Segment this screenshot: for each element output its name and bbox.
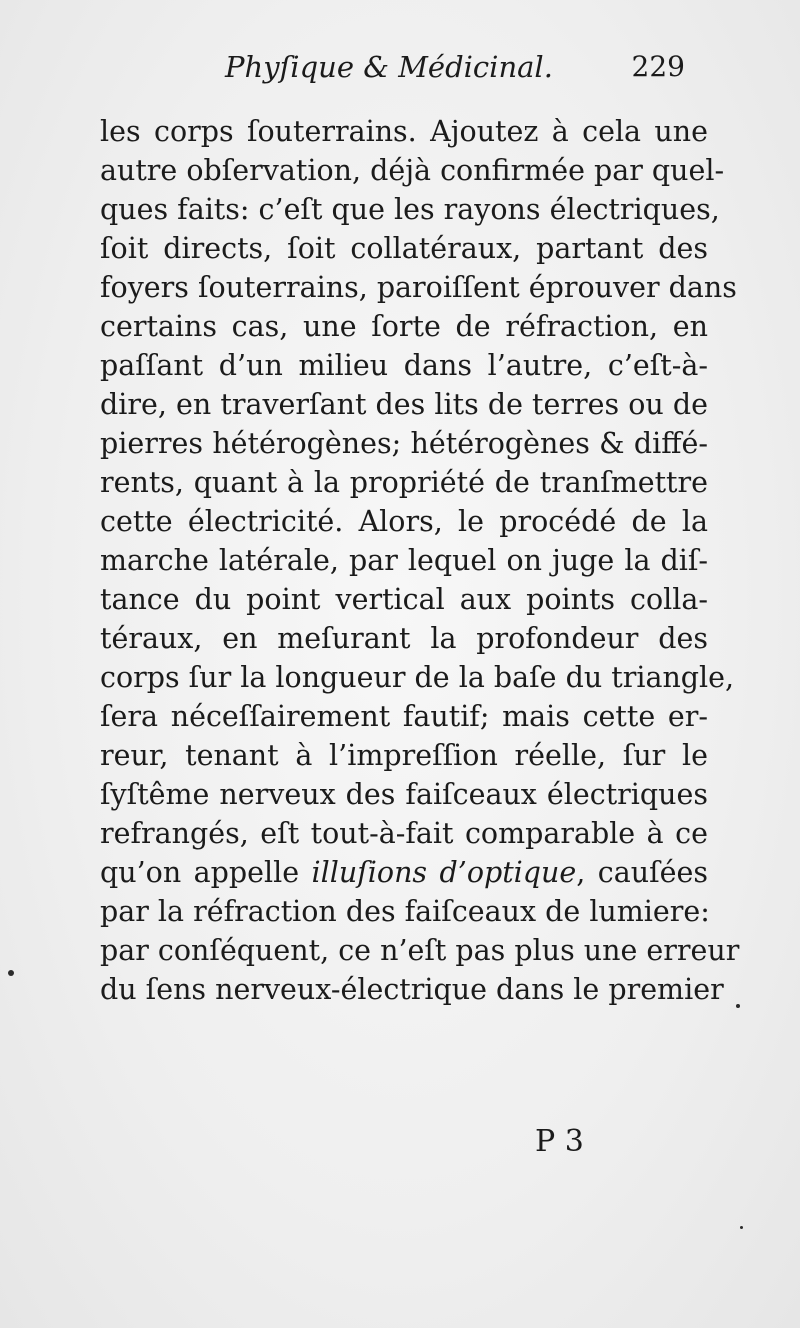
text-line: refrangés, eſt tout-à-fait comparable à ce	[100, 817, 708, 850]
text-line: ſyſtême nerveux des faiſceaux électriques	[100, 778, 708, 811]
paper-speck	[736, 1004, 740, 1008]
text-line: marche latérale, par lequel on juge la diſ-	[100, 544, 708, 577]
text-line: reur, tenant à l’impreſſion réelle, ſur le	[100, 739, 708, 772]
text-line: cette électricité. Alors, le procédé de la	[100, 505, 708, 538]
body-text	[100, 112, 740, 1009]
text-line: corps ſur la longueur de la baſe du triangle,	[100, 661, 735, 694]
page-number: 229	[631, 50, 685, 83]
text-line: foyers ſouterrains, paroiſſent éprouver dans	[100, 271, 737, 304]
text-line: paſſant d’un milieu dans l’autre, c’eſt-à-	[100, 349, 708, 382]
text-line: par la réfraction des faiſceaux de lumiere:	[100, 895, 710, 928]
page-header	[225, 50, 685, 100]
text-line: rents, quant à la propriété de tranſmettre	[100, 466, 708, 499]
signature-mark: P 3	[535, 1124, 584, 1159]
text-line: qu’on appelle illuſions d’optique, cauſées	[100, 856, 709, 889]
text-line: les corps ſouterrains. Ajoutez à cela une	[100, 115, 708, 148]
text-line: autre obſervation, déjà confirmée par quel-	[100, 154, 725, 187]
text-line: ſera néceſſairement fautif; mais cette er-	[100, 700, 708, 733]
running-title: Phyſique & Médicinal.	[225, 50, 553, 84]
text-line: du ſens nerveux-électrique dans le premier	[100, 973, 724, 1006]
text-line: dire, en traverſant des lits de terres ou de	[100, 388, 708, 421]
text-line: tance du point vertical aux points colla-	[100, 583, 708, 616]
paper-speck	[740, 1226, 743, 1229]
text-line: par conſéquent, ce n’eſt pas plus une erreur	[100, 934, 740, 967]
paper-speck	[8, 970, 14, 976]
text-line: ques faits: c’eſt que les rayons électriques,	[100, 193, 720, 226]
text-line: pierres hétérogènes; hétérogènes & diffé-	[100, 427, 708, 460]
text-line: téraux, en meſurant la profondeur des	[100, 622, 708, 655]
text-line: ſoit directs, ſoit collatéraux, partant des	[100, 232, 708, 265]
text-line: certains cas, une ſorte de réfraction, en	[100, 310, 708, 343]
